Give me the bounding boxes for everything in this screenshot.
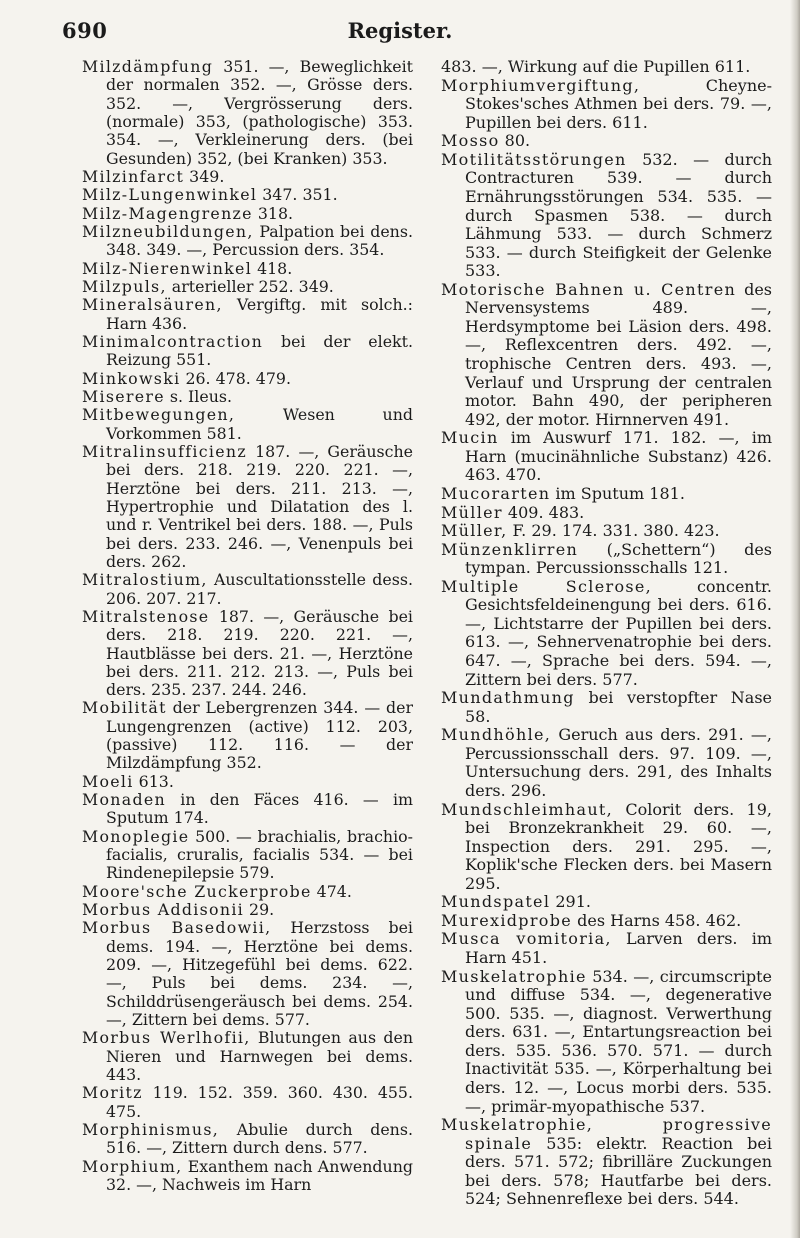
entry-references: 119. 152. 359. 360. 430. 455. 475.	[106, 1083, 413, 1121]
entry-references: 535: elektr. Reaction bei ders. 571. 572; fibrilläre Zuckungen bei ders. 578; Hautfarbe bei ders. 524; Sehnenreflexe bei ders. 544.	[465, 1133, 772, 1209]
entry-headword: Muskelatrophie	[441, 966, 587, 986]
entry-references: Geruch aus ders. 291. —, Percussionsschall ders. 97. 109. —, Untersuchung ders. 291, des Inhalts ders. 296.	[465, 725, 772, 800]
index-entry	[82, 278, 413, 296]
right-column	[441, 58, 772, 1228]
index-entry	[441, 801, 772, 894]
index-entry	[82, 58, 413, 168]
entry-references: 187. —, Geräusche bei ders. 218. 219. 220. 221. —, Herztöne bei ders. 211. 213. —, Hypertrophie und Dilatation des l. und r. Ventrikel bei ders. 188. —, Puls bei ders. 233. 246. —, Venenpuls bei ders. 262.	[106, 441, 413, 571]
entry-headword: Milzneubildungen,	[82, 221, 254, 241]
entry-references: 351. —, Beweglichkeit der normalen 352. —, Grösse ders. 352. —, Vergrösserung ders. (normale) 353, (pathologische) 353. 354. —, Verkleinerung ders. (bei Gesunden) 352, (bei Kranken) 353.	[106, 58, 413, 168]
index-entry	[82, 828, 413, 883]
entry-headword: Milzpuls,	[82, 276, 167, 296]
entry-references: Larven ders. im Harn 451.	[465, 929, 772, 967]
entry-headword: Mucin	[441, 428, 499, 448]
entry-references: arterieller 252. 349.	[166, 276, 334, 296]
index-entry	[82, 608, 413, 700]
page-title: Register.	[347, 18, 453, 43]
entry-headword: Mitralstenose	[82, 606, 210, 626]
entry-headword: Münzenklirren	[441, 539, 579, 559]
entry-references: 318.	[252, 203, 294, 223]
entry-references: 418.	[252, 258, 293, 278]
entry-references: des Harns 458. 462.	[572, 910, 742, 930]
entry-headword: Minkowski	[82, 368, 181, 388]
index-entry	[82, 223, 413, 260]
entry-headword: Milzdämpfung	[82, 58, 214, 76]
entry-headword: Mundspatel	[441, 892, 551, 912]
entry-references: Auscultationsstelle dess. 206. 207. 217.	[106, 570, 413, 608]
entry-headword: Mundhöhle,	[441, 725, 552, 745]
index-entry	[441, 504, 772, 523]
entry-headword: Morphinismus,	[82, 1120, 220, 1140]
index-entry	[441, 893, 772, 912]
index-entry	[82, 406, 413, 443]
entry-headword: Monoplegie	[82, 826, 190, 846]
index-entry	[441, 689, 772, 726]
entry-references: („Schettern“) des tympan. Percussionsschalls 121.	[465, 539, 772, 578]
entry-headword: Monaden	[82, 790, 167, 810]
index-entry	[82, 773, 413, 791]
index-entry	[82, 1029, 413, 1084]
index-entry	[82, 370, 413, 388]
entry-references: Colorit ders. 19, bei Bronzekrankheit 29. 60. —, Inspection ders. 291. 295. —, Koplik'sche Flecken ders. bei Masern 295.	[465, 799, 772, 893]
entry-headword: Milz-Nierenwinkel	[82, 258, 253, 278]
entry-headword: Mitralinsufficienz	[82, 441, 247, 461]
entry-references: Vergiftg. mit solch.: Harn 436.	[106, 295, 413, 333]
index-entry	[82, 919, 413, 1029]
entry-references: s. Ileus.	[164, 386, 233, 406]
entry-headword: Minimalcontraction	[82, 331, 264, 351]
index-entry	[441, 58, 772, 77]
index-entry	[82, 333, 413, 370]
entry-headword: Musca vomitoria,	[441, 929, 612, 949]
entry-headword: Morbus Basedowii,	[82, 918, 272, 938]
entry-references: Blutungen aus den Nieren und Harnwegen bei dems. 443.	[106, 1028, 413, 1085]
entry-headword: Mundschleimhaut,	[441, 799, 614, 819]
entry-headword: Mitralostium,	[82, 570, 208, 590]
entry-headword: Moritz	[82, 1083, 143, 1103]
index-entry	[82, 443, 413, 571]
entry-references: Abulie durch dens. 516. —, Zittern durch dens. 577.	[106, 1120, 413, 1158]
index-entry	[441, 132, 772, 151]
index-entry	[82, 1084, 413, 1121]
entry-references: 500. — brachialis, brachio-facialis, cruralis, facialis 534. — bei Rindenepilepsie 579.	[106, 826, 413, 883]
entry-references: Exanthem nach Anwendung 32. —, Nachweis im Harn	[106, 1156, 413, 1195]
entry-references: 409. 483.	[502, 502, 585, 522]
entry-references: 291.	[550, 892, 591, 912]
index-entry	[82, 388, 413, 406]
index-entry	[441, 726, 772, 800]
entry-headword: Mobilität	[82, 698, 167, 718]
entry-headword: Multiple Sclerose,	[441, 576, 653, 596]
index-entry	[82, 186, 413, 204]
index-entry	[441, 930, 772, 967]
entry-references: F. 29. 174. 331. 380. 423.	[507, 521, 720, 541]
entry-references: 80.	[499, 131, 531, 151]
index-entry	[82, 791, 413, 828]
entry-headword: Müller,	[441, 521, 508, 541]
entry-references: concentr. Gesichtsfeldeinengung bei ders. 616. —, Lichtstarre der Pupillen bei ders. 613. —, Sehnervenatrophie bei ders. 647. —, Sprache bei ders. 594. —, Zittern bei ders. 577.	[465, 576, 772, 689]
index-columns	[82, 58, 772, 1228]
index-entry	[441, 281, 772, 430]
entry-references: in den Fäces 416. — im Sputum 174.	[106, 790, 413, 828]
index-entry	[82, 901, 413, 919]
entry-headword: Morbus Werlhofii,	[82, 1028, 251, 1048]
entry-headword: Moore'sche Zuckerprobe	[82, 881, 312, 901]
index-entry	[82, 205, 413, 223]
index-entry	[441, 429, 772, 485]
entry-headword: Milz-Magengrenze	[82, 203, 253, 223]
entry-references: 349.	[184, 166, 225, 186]
entry-headword: Mineralsäuren,	[82, 295, 223, 315]
entry-references: Wesen und Vorkommen 581.	[106, 405, 413, 443]
entry-references: Cheyne-Stokes'sches Athmen bei ders. 79. —, Pupillen bei ders. 611.	[465, 75, 772, 132]
index-entry	[441, 912, 772, 931]
entry-references: des Nervensystems 489. —, Herdsymptome bei Läsion ders. 498. —, Reflexcentren ders. 492. —, trophische Centren ders. 493. —, Verlauf und Ursprung der centralen motor. Bahn 490, der peripheren 492, der motor. Hirnnerven 491.	[465, 279, 772, 429]
page-header	[0, 10, 800, 50]
entry-references: bei verstopfter Nase 58.	[465, 688, 772, 726]
entry-headword: Muskelatrophie, progressive spinale	[441, 1115, 772, 1153]
index-entry	[82, 571, 413, 608]
entry-references: 29.	[244, 900, 275, 920]
entry-headword: Müller	[441, 502, 503, 522]
index-entry	[82, 168, 413, 186]
entry-references: 532. — durch Contracturen 539. — durch Ernährungsstörungen 534. 535. — durch Spasmen 538. — durch Lähmung 533. — durch Schmerz 533. — durch Steifigkeit der Gelenke 533.	[465, 149, 772, 281]
index-entry	[82, 883, 413, 901]
entry-headword: Mundathmung	[441, 688, 575, 708]
index-entry	[441, 77, 772, 133]
index-entry	[441, 1116, 772, 1209]
entry-references: 347. 351.	[257, 185, 338, 205]
entry-references: im Auswurf 171. 182. —, im Harn (mucinähnliche Substanz) 426. 463. 470.	[465, 428, 772, 485]
index-entry	[82, 699, 413, 772]
index-entry	[82, 1121, 413, 1158]
entry-headword: Murexidprobe	[441, 910, 573, 930]
entry-references: Palpation bei dens. 348. 349. —, Percussion ders. 354.	[106, 221, 413, 260]
entry-headword: Morphium,	[82, 1156, 183, 1176]
index-entry	[441, 485, 772, 504]
entry-headword: Morbus Addisonii	[82, 900, 245, 920]
entry-references: 534. —, circumscripte und diffuse 534. —, degenerative 500. 535. —, diagnost. Verwerthung ders. 631. —, Entartungsreaction bei ders. 535. 536. 570. 571. — durch Inactivität 535. —, Körperhaltung bei ders. 12. —, Locus morbi ders. 535. —, primär-myopathische 537.	[465, 966, 772, 1116]
entry-references: bei der elekt. Reizung 551.	[106, 331, 413, 370]
entry-headword: Motilitätsstörungen	[441, 149, 627, 169]
entry-headword: Milz-Lungenwinkel	[82, 185, 258, 205]
entry-headword: Mitbewegungen,	[82, 405, 236, 425]
index-entry	[441, 968, 772, 1117]
index-entry	[82, 1158, 413, 1195]
entry-headword: Moeli	[82, 771, 134, 791]
entry-references: 187. —, Geräusche bei ders. 218. 219. 220. 221. —, Hautblässe bei ders. 21. —, Herztöne bei ders. 211. 212. 213. —, Puls bei ders. 235. 237. 244. 246.	[106, 606, 413, 700]
entry-headword: Milzinfarct	[82, 166, 185, 186]
entry-references: der Lebergrenzen 344. — der Lungengrenzen (active) 112. 203, (passive) 112. 116. — der Milzdämpfung 352.	[106, 698, 413, 773]
entry-headword: Miserere	[82, 386, 165, 406]
entry-references: im Sputum 181.	[550, 483, 685, 503]
index-entry	[441, 541, 772, 578]
page-number: 690	[62, 18, 108, 43]
entry-headword: Morphiumvergiftung,	[441, 75, 641, 95]
left-column	[82, 58, 413, 1228]
index-entry	[441, 151, 772, 281]
entry-references: 613.	[133, 771, 174, 791]
entry-references: 483. —, Wirkung auf die Pupillen 611.	[441, 58, 751, 76]
entry-references: 26. 478. 479.	[180, 368, 291, 388]
entry-references: 474.	[311, 881, 352, 901]
entry-headword: Mosso	[441, 131, 500, 151]
entry-headword: Mucorarten	[441, 483, 551, 503]
entry-references: Herzstoss bei dems. 194. —, Herztöne bei dems. 209. —, Hitzegefühl bei dems. 622. —, Puls bei dems. 234. —, Schilddrüsengeräusch bei dems. 254. —, Zittern bei dems. 577.	[106, 918, 413, 1030]
index-entry	[82, 296, 413, 333]
index-entry	[82, 260, 413, 278]
page-edge-shadow	[790, 0, 800, 1238]
index-entry	[441, 578, 772, 689]
index-entry	[441, 522, 772, 541]
entry-headword: Motorische Bahnen u. Centren	[441, 279, 737, 299]
